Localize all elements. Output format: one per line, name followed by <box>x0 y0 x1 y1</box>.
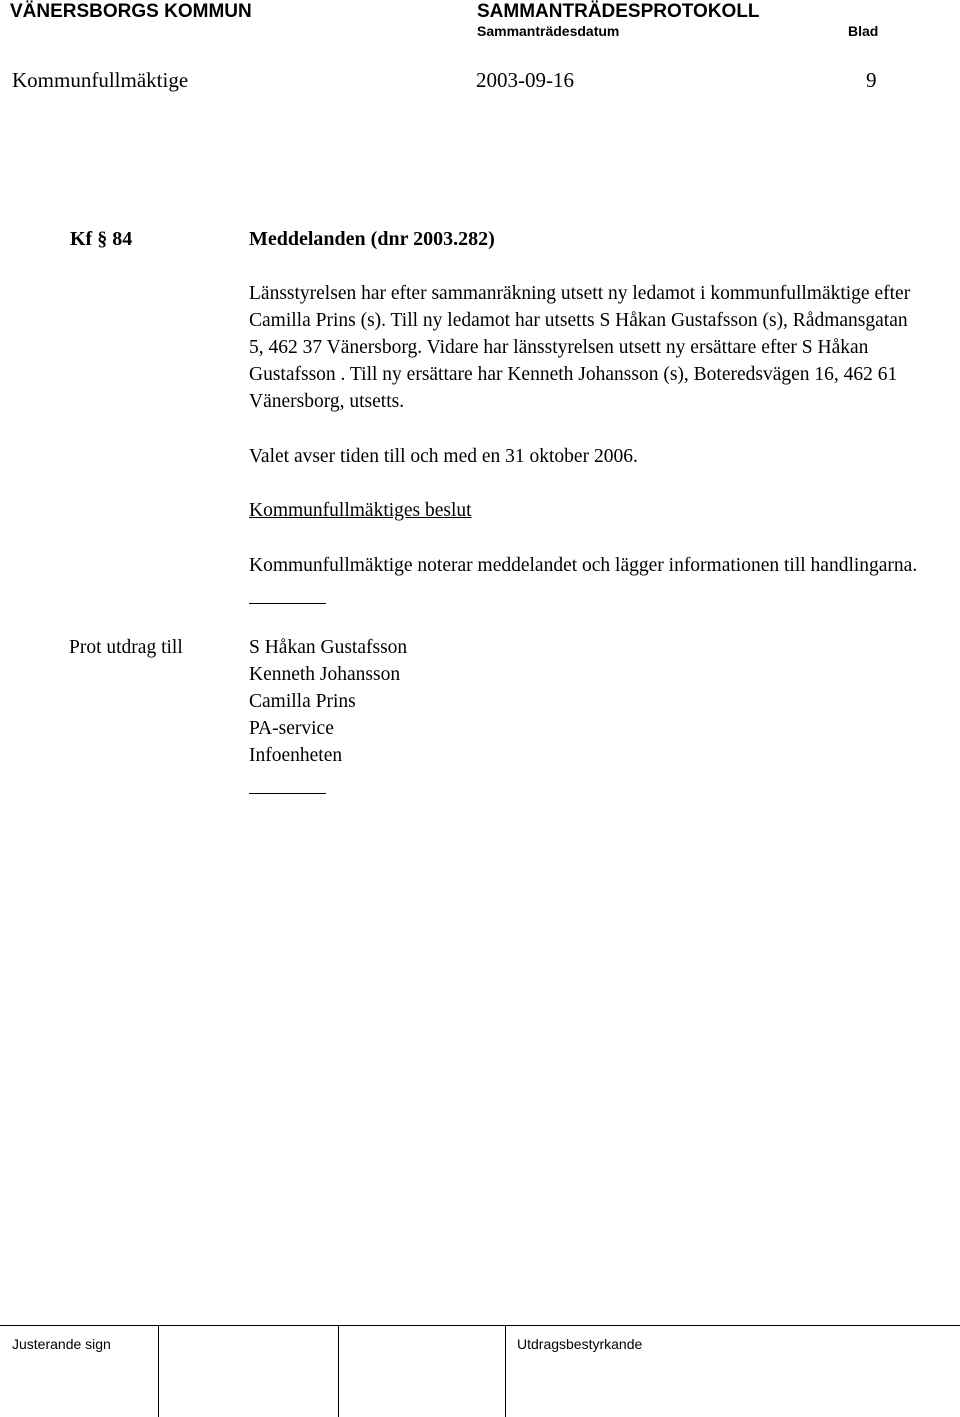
decision-text: Kommunfullmäktige noterar meddelandet och lägger informationen till handlingarna. <box>249 555 918 576</box>
paragraph-1-line: 5, 462 37 Vänersborg. Vidare har länsstyrelsen utsett ny ersättare efter S Håkan <box>249 337 869 358</box>
paragraph-1-line: Vänersborg, utsetts. <box>249 391 405 412</box>
org-name: VÄNERSBORGS KOMMUN <box>10 1 252 22</box>
section-title: Meddelanden (dnr 2003.282) <box>249 228 495 250</box>
list-item: Infoenheten <box>249 745 343 766</box>
distribution-label: Prot utdrag till <box>69 637 183 658</box>
list-item: Kenneth Johansson <box>249 664 401 685</box>
list-item: PA-service <box>249 718 334 739</box>
recipient-list <box>249 634 407 769</box>
footer-top-border <box>0 1325 960 1326</box>
page-label: Blad <box>848 23 879 39</box>
footer-column-divider <box>338 1325 339 1417</box>
decision-heading: Kommunfullmäktiges beslut <box>249 500 472 521</box>
footer-right-label: Utdragsbestyrkande <box>517 1336 643 1352</box>
footer-column-divider <box>505 1325 506 1417</box>
section-ref <box>70 228 132 251</box>
divider-short <box>249 603 326 604</box>
body-name: Kommunfullmäktige <box>12 68 189 92</box>
paragraph-2: Valet avser tiden till och med en 31 oktober 2006. <box>249 446 638 467</box>
meeting-date: 2003-09-16 <box>476 68 574 92</box>
paragraph-1-line: Camilla Prins (s). Till ny ledamot har utsetts S Håkan Gustafsson (s), Rådmansgatan <box>249 310 908 331</box>
doc-type: SAMMANTRÄDESPROTOKOLL <box>477 1 760 22</box>
paragraph-1-line: Gustafsson . Till ny ersättare har Kenneth Johansson (s), Boteredsvägen 16, 462 61 <box>249 364 898 385</box>
page-number: 9 <box>866 68 877 92</box>
paragraph-1 <box>249 280 949 415</box>
paragraph-1-line: Länsstyrelsen har efter sammanräkning utsett ny ledamot i kommunfullmäktige efter <box>249 283 911 304</box>
list-item: Camilla Prins <box>249 691 356 712</box>
section-ref-prefix: Kf <box>70 228 93 250</box>
section-ref-number: 84 <box>112 228 133 250</box>
footer-column-divider <box>158 1325 159 1417</box>
date-label: Sammanträdesdatum <box>477 23 620 39</box>
divider-short <box>249 793 326 794</box>
section-symbol: § <box>97 228 108 250</box>
list-item: S Håkan Gustafsson <box>249 637 408 658</box>
footer-left-label: Justerande sign <box>12 1336 111 1352</box>
